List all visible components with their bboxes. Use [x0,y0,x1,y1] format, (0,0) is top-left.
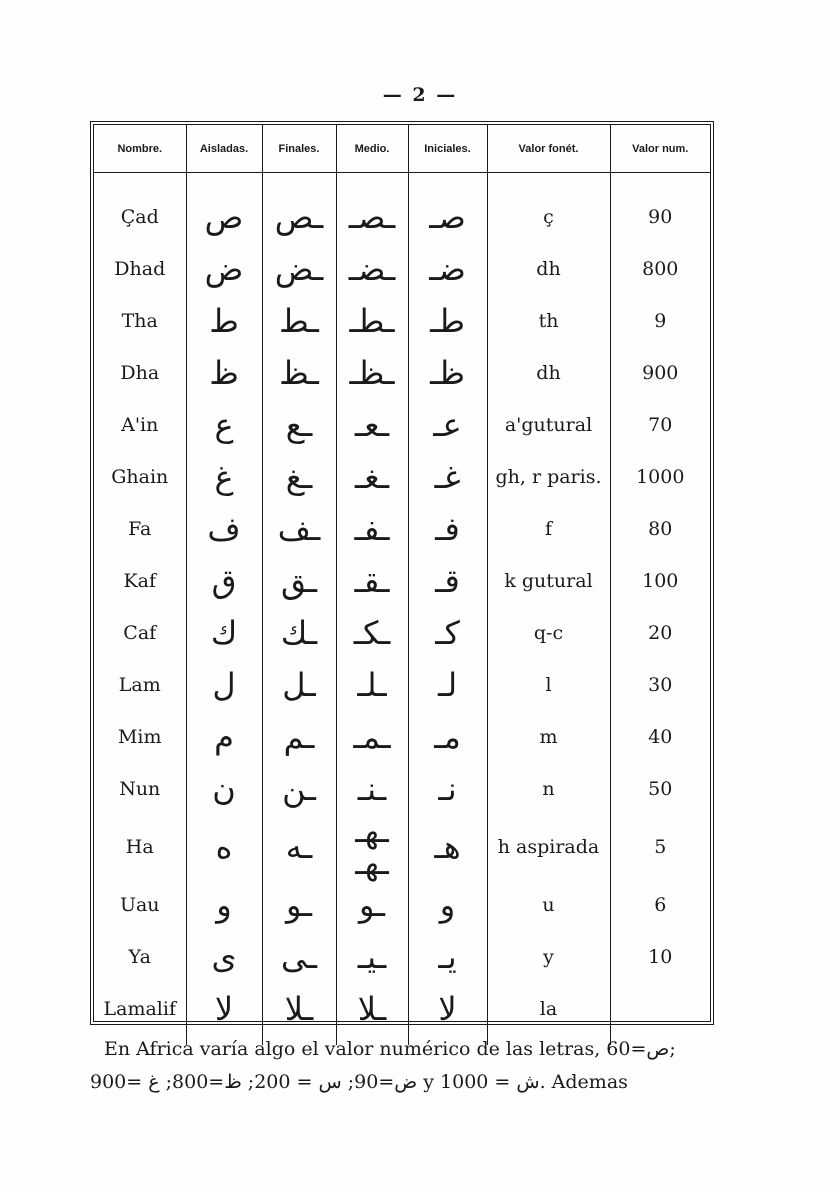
cell-inicial: كـ [408,607,487,659]
cell-valor-fonetico: la [487,983,610,1045]
cell-aislada: ص [186,173,262,244]
cell-valor-numerico: 900 [610,347,710,399]
cell-aislada: ظ [186,347,262,399]
cell-valor-numerico: 5 [610,815,710,879]
cell-medio: ـقـ [336,555,408,607]
cell-valor-fonetico: gh, r paris. [487,451,610,503]
cell-inicial: عـ [408,399,487,451]
cell-medio: ـيـ [336,931,408,983]
cell-valor-fonetico: ç [487,173,610,244]
cell-inicial: غـ [408,451,487,503]
caption-line-1: En Africa varía algo el valor numérico de las letras, ص=60; [104,1038,676,1060]
cell-valor-fonetico: n [487,763,610,815]
table-row [94,607,710,659]
cell-nombre: A'in [121,414,159,436]
cell-final: ـض [262,243,336,295]
table-row [94,173,710,244]
table-row [94,931,710,983]
cell-valor-fonetico: th [487,295,610,347]
cell-inicial: قـ [408,555,487,607]
cell-nombre: Caf [123,622,157,644]
cell-inicial: مـ [408,711,487,763]
header-medio: Medio. [336,125,408,173]
cell-final: ـف [262,503,336,555]
cell-medio: ـصـ [336,173,408,244]
header-aisladas: Aisladas. [186,125,262,173]
cell-medio: ـغـ [336,451,408,503]
cell-aislada: ى [186,931,262,983]
cell-valor-fonetico: u [487,879,610,931]
cell-nombre: Mim [117,726,162,748]
cell-final: ـغ [262,451,336,503]
cell-final: ـط [262,295,336,347]
cell-nombre: Çad [120,206,159,228]
cell-nombre: Uau [119,894,160,916]
cell-valor-numerico: 6 [610,879,710,931]
cell-valor-numerico: 10 [610,931,710,983]
cell-nombre: Dhad [114,258,166,280]
cell-medio: ـو [336,879,408,931]
table-row [94,555,710,607]
header-finales: Finales. [262,125,336,173]
table-row [94,399,710,451]
cell-final: ـق [262,555,336,607]
cell-valor-numerico: 50 [610,763,710,815]
cell-valor-numerico: 9 [610,295,710,347]
cell-valor-fonetico: f [487,503,610,555]
cell-valor-fonetico: k gutural [487,555,610,607]
table-row [94,451,710,503]
cell-valor-numerico: 90 [610,173,710,244]
table-row [94,503,710,555]
cell-inicial: و [408,879,487,931]
cell-medio: ـمـ [336,711,408,763]
cell-final: ـظ [262,347,336,399]
cell-medio: ـظـ [336,347,408,399]
table-row [94,295,710,347]
cell-final: ـن [262,763,336,815]
cell-final: ـك [262,607,336,659]
table-row [94,763,710,815]
table-row [94,815,710,879]
cell-aislada: م [186,711,262,763]
cell-final: ـو [262,879,336,931]
cell-valor-fonetico: l [487,659,610,711]
cell-aislada: ل [186,659,262,711]
table-row [94,243,710,295]
cell-inicial: ضـ [408,243,487,295]
cell-valor-fonetico: dh [487,243,610,295]
cell-aislada: ن [186,763,262,815]
caption-line-2: ض=90; س = 200; ظ=800; غ =900 y ش = 1000. Ademas [90,1071,628,1093]
cell-medio: ـفـ [336,503,408,555]
table-row [94,711,710,763]
cell-inicial: صـ [408,173,487,244]
header-nombre: Nombre. [94,125,186,173]
table-header-row [94,125,710,173]
cell-inicial: نـ [408,763,487,815]
table-row [94,659,710,711]
cell-inicial: هـ [408,815,487,879]
cell-medio: ـضـ [336,243,408,295]
cell-aislada: ع [186,399,262,451]
cell-aislada: ط [186,295,262,347]
page-number: — 2 — [382,84,458,106]
cell-valor-numerico: 70 [610,399,710,451]
cell-aislada: ف [186,503,262,555]
cell-final: ـل [262,659,336,711]
cell-final: ـى [262,931,336,983]
cell-nombre: Nun [119,778,161,800]
cell-valor-numerico: 20 [610,607,710,659]
cell-valor-fonetico: h aspirada [487,815,610,879]
cell-aislada: ك [186,607,262,659]
cell-medio: ـهـ ـهـ [336,815,408,879]
cell-valor-numerico: 40 [610,711,710,763]
cell-inicial: يـ [408,931,487,983]
cell-inicial: فـ [408,503,487,555]
cell-nombre: Lam [118,674,161,696]
cell-final: ـص [262,173,336,244]
cell-inicial: طـ [408,295,487,347]
cell-final: ـلا [262,983,336,1045]
cell-valor-numerico: 800 [610,243,710,295]
header-valor-fonetico: Valor fonét. [487,125,610,173]
cell-valor-fonetico: a'gutural [487,399,610,451]
cell-nombre: Ghain [111,466,169,488]
cell-inicial: لا [408,983,487,1045]
cell-inicial: لـ [408,659,487,711]
header-valor-numerico: Valor num. [610,125,710,173]
cell-nombre: Kaf [123,570,157,592]
cell-aislada: ض [186,243,262,295]
cell-valor-numerico: 80 [610,503,710,555]
alphabet-table-frame [90,121,714,1028]
cell-nombre: Ha [125,836,154,858]
table-row [94,347,710,399]
cell-valor-numerico: 1000 [610,451,710,503]
cell-valor-fonetico: y [487,931,610,983]
cell-valor-fonetico: m [487,711,610,763]
cell-medio: ـلـ [336,659,408,711]
cell-valor-numerico: 100 [610,555,710,607]
cell-medio: ـعـ [336,399,408,451]
cell-medio: ـكـ [336,607,408,659]
cell-inicial: ظـ [408,347,487,399]
alphabet-table [94,125,710,1045]
cell-nombre: Fa [128,518,152,540]
cell-nombre: Tha [121,310,158,332]
cell-aislada: ق [186,555,262,607]
cell-valor-fonetico: dh [487,347,610,399]
cell-nombre: Dha [120,362,160,384]
header-iniciales: Iniciales. [408,125,487,173]
cell-final: ـم [262,711,336,763]
cell-aislada: غ [186,451,262,503]
cell-aislada: ه [186,815,262,879]
table-row [94,879,710,931]
cell-medio: ـلا [336,983,408,1045]
cell-valor-numerico: 30 [610,659,710,711]
cell-aislada: و [186,879,262,931]
cell-nombre: Ya [128,946,151,968]
cell-final: ـه [262,815,336,879]
cell-valor-fonetico: q-c [487,607,610,659]
cell-nombre: Lamalif [103,998,176,1020]
cell-aislada: لا [186,983,262,1045]
cell-final: ـع [262,399,336,451]
cell-medio: ـطـ [336,295,408,347]
cell-medio: ـنـ [336,763,408,815]
